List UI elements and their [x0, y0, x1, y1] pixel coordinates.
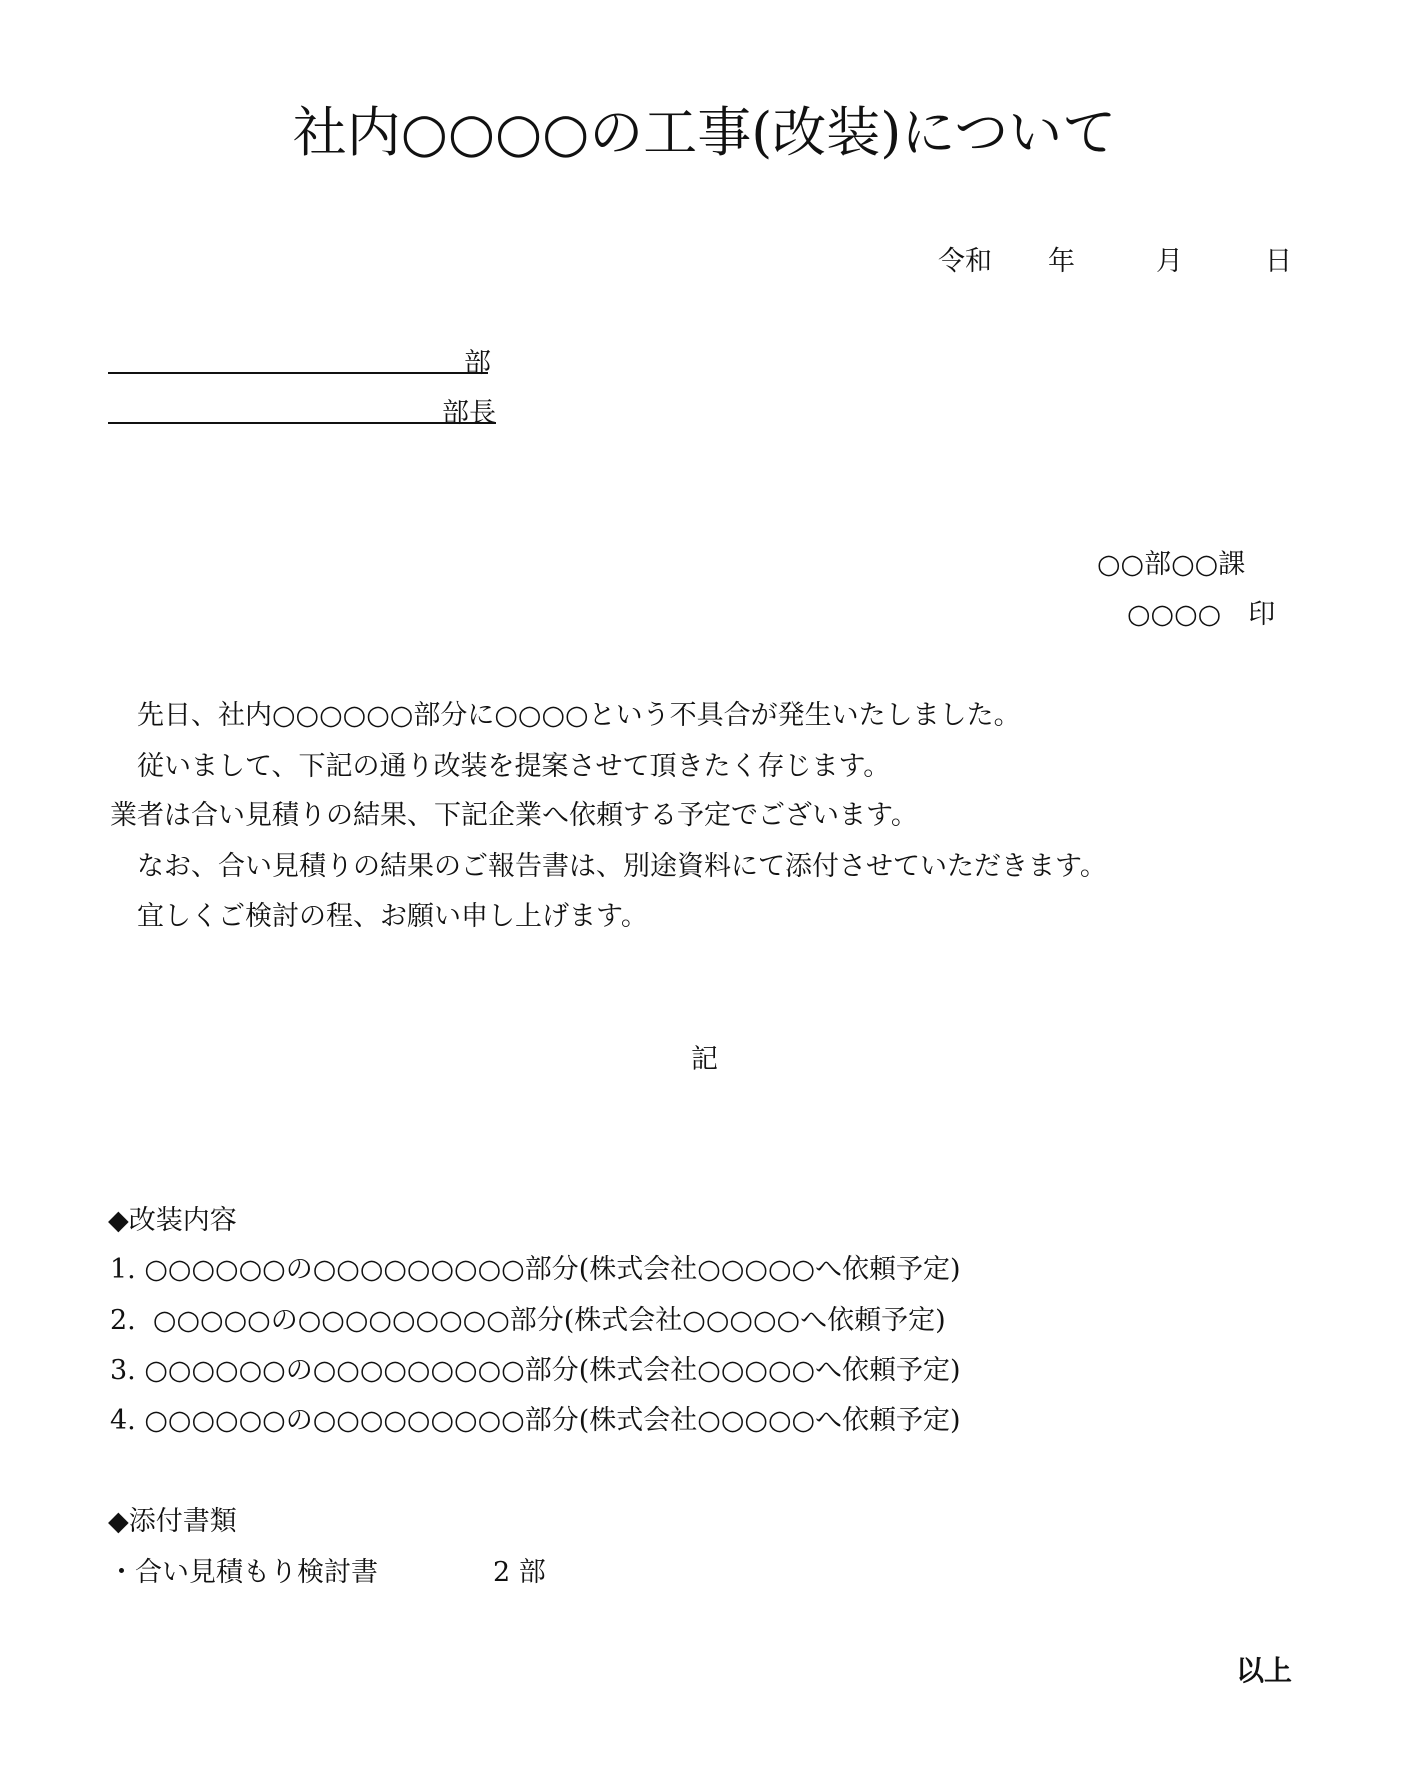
body-paragraph-line: 先日、社内○○○○○○部分に○○○○という不具合が発生いたしました。 — [110, 700, 1021, 731]
attachment-name: ・合い見積もり検討書 — [108, 1557, 378, 1588]
attachments-heading: ◆添付書類 — [108, 1506, 237, 1537]
ki-marker: 記 — [691, 1044, 718, 1075]
closing-ijou: 以上 — [1236, 1654, 1293, 1687]
date-month: 月 — [1156, 246, 1183, 277]
body-paragraph-line: 業者は合い見積りの結果、下記企業へ依頼する予定でございます。 — [110, 800, 918, 831]
department-blank-line — [108, 372, 488, 374]
attachment-quantity: 2 部 — [493, 1557, 546, 1588]
date-era: 令和 — [938, 246, 992, 277]
renovation-item: 3. ○○○○○○の○○○○○○○○○部分(株式会社○○○○○へ依頼予定) — [110, 1355, 961, 1386]
renovation-item: 4. ○○○○○○の○○○○○○○○○部分(株式会社○○○○○へ依頼予定) — [110, 1405, 961, 1436]
manager-blank-line — [108, 422, 496, 424]
body-paragraph-line: 従いまして、下記の通り改装を提案させて頂きたく存じます。 — [110, 751, 891, 782]
recipient-department — [108, 350, 508, 380]
attachment-item — [108, 1559, 608, 1589]
body-paragraph-line: 宜しくご検討の程、お願い申し上げます。 — [110, 901, 648, 932]
department-suffix: 部 — [464, 348, 491, 379]
renovation-heading: ◆改装内容 — [108, 1205, 237, 1236]
sender-name-seal: ○○○○ 印 — [1127, 599, 1276, 630]
renovation-item: 2. ○○○○○の○○○○○○○○○部分(株式会社○○○○○へ依頼予定) — [110, 1305, 946, 1336]
manager-suffix: 部長 — [442, 398, 496, 429]
document-title: 社内○○○○の工事(改装)について — [292, 101, 1117, 164]
date-year: 年 — [1048, 246, 1075, 277]
body-paragraph-line: なお、合い見積りの結果のご報告書は、別途資料にて添付させていただきます。 — [110, 851, 1107, 882]
recipient-manager — [108, 400, 508, 430]
renovation-item: 1. ○○○○○○の○○○○○○○○○部分(株式会社○○○○○へ依頼予定) — [110, 1254, 961, 1285]
sender-division: ○○部○○課 — [1097, 549, 1246, 580]
date-day: 日 — [1265, 246, 1292, 277]
date-line — [938, 248, 1298, 278]
